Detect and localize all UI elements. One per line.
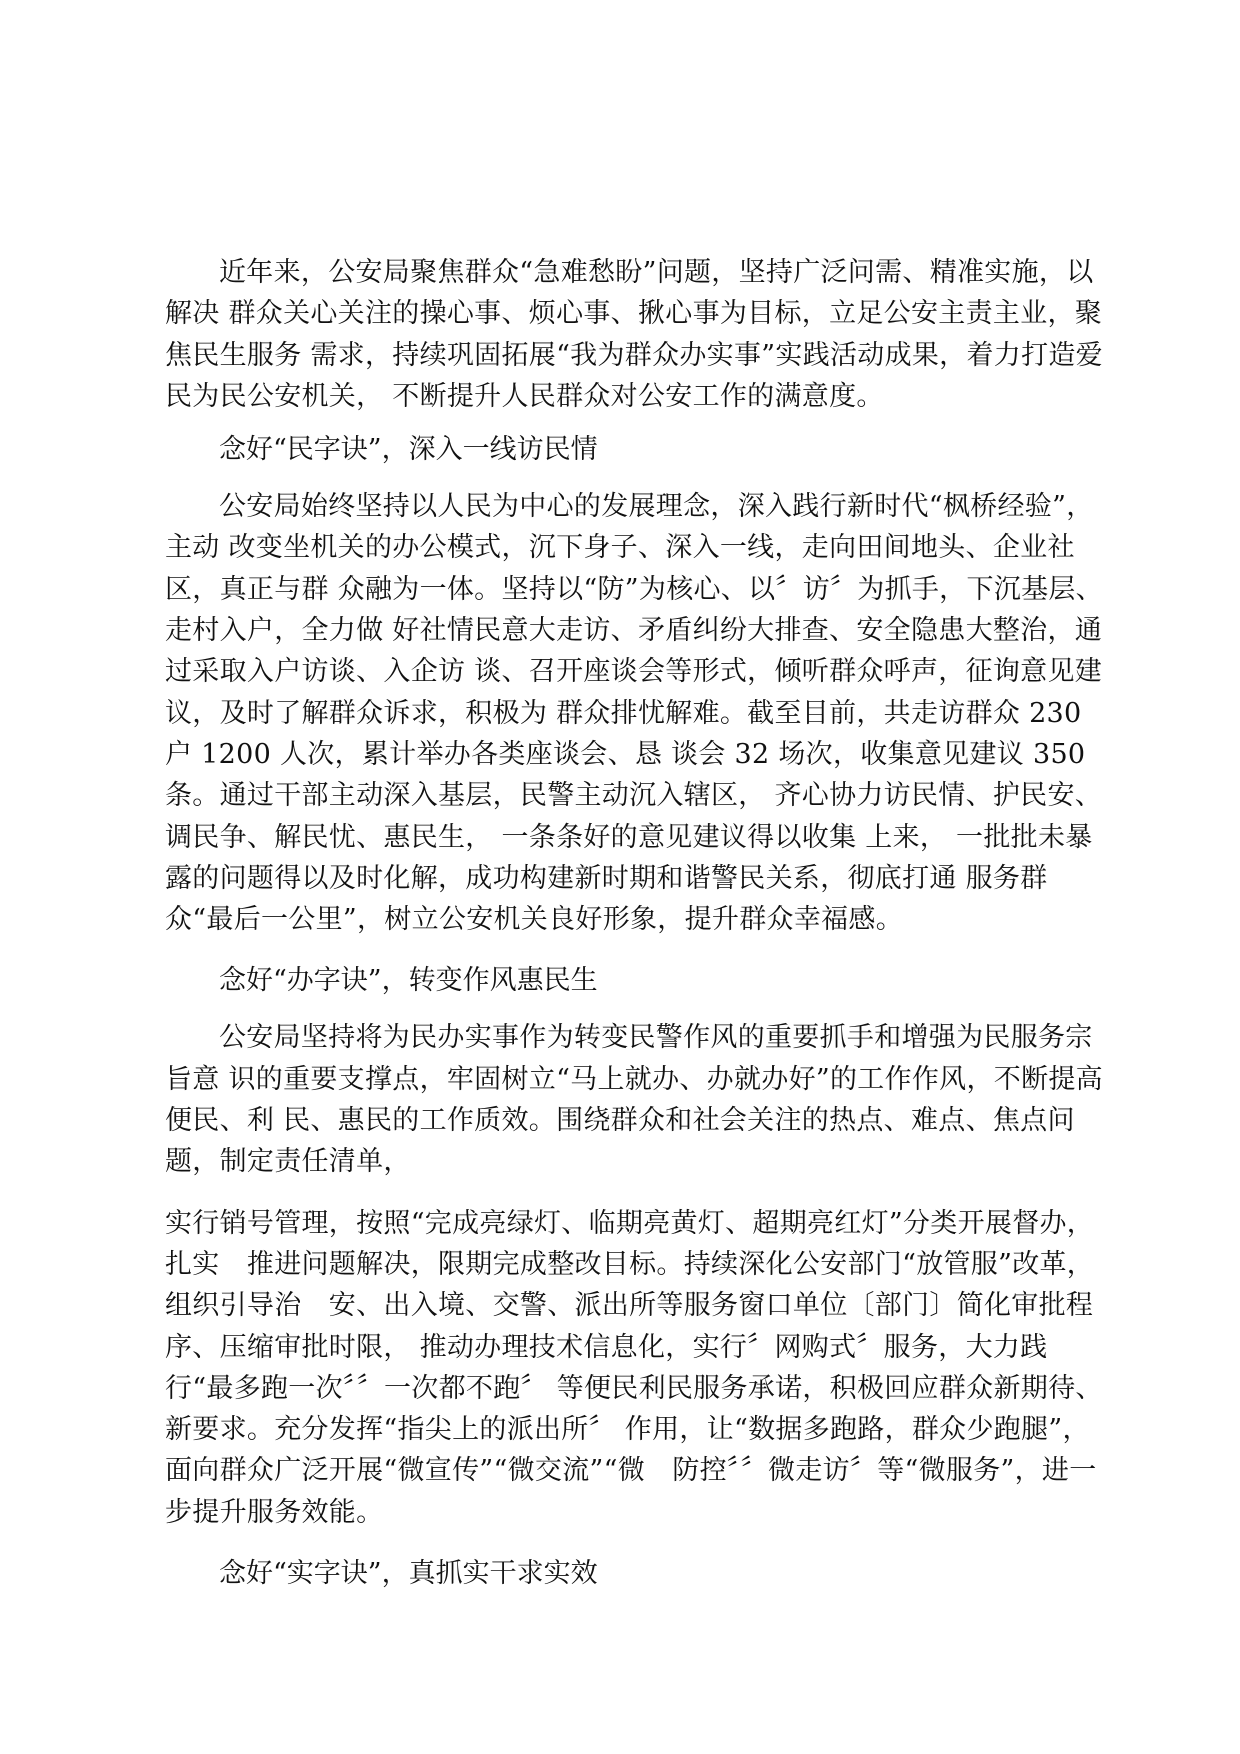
section-heading-1: 念好“民字诀”，深入一线访民情 [219,434,598,466]
section-heading-2: 念好“办字诀”，转变作风惠民生 [219,965,598,997]
intro-paragraph: 近年来，公安局聚焦群众“急难愁盼”问题，坚持广泛问需、精准实施，以解决 群众关心关注的操心事、烦心事、揪心事为目标，立足公安主责主业，聚焦民生服务 需求，持续巩固拓展“我为群众办实事”实践活动成果，着力打造爱民为民公安机关， 不断提升人民群众对公安工作的满意度。 [165,257,1103,412]
section-2-paragraph: 公安局坚持将为民办实事作为转变民警作风的重要抓手和增强为民服务宗旨意 识的重要支撑点，牢固树立“马上就办、办就办好”的工作作风，不断提高便民、利 民、惠民的工作质效。围绕群众和社会关注的热点、难点、焦点问题，制定责任清单， [165,1022,1103,1178]
document-body [165,252,1110,1610]
section-heading-3: 念好“实字诀”，真抓实干求实效 [219,1558,598,1590]
section-1-paragraph: 公安局始终坚持以人民为中心的发展理念，深入践行新时代“枫桥经验”，主动 改变坐机关的办公模式，沉下身子、深入一线，走向田间地头、企业社区，真正与群 众融为一体。坚持以“防”为核心、以〞访〞为抓手，下沉基层、走村入户，全力做 好社情民意大走访、矛盾纠纷大排查、安全隐患大整治，通过采取入户访谈、入企访 谈、召开座谈会等形式，倾听群众呼声，征询意见建议，及时了解群众诉求，积极为 群众排忧解难。截至目前，共走访群众 230 户 1200 人次，累计举办各类座谈会、恳 谈会 32 场次，收集意见建议 350 条。通过干部主动深入基层，民警主动沉入辖区， 齐心协力访民情、护民安、调民争、解民忧、惠民生， 一条条好的意见建议得以收集 上来， 一批批未暴露的问题得以及时化解，成功构建新时期和谐警民关系，彻底打通 服务群众“最后一公里”，树立公安机关良好形象，提升群众幸福感。 [165,491,1103,936]
section-2-continuation-paragraph: 实行销号管理，按照“完成亮绿灯、临期亮黄灯、超期亮红灯”分类开展督办，扎实 推进问题解决，限期完成整改目标。持续深化公安部门“放管服”改革，组织引导治 安、出入境、交警、派出所等服务窗口单位〔部门〕简化审批程序、压缩审批时限， 推动办理技术信息化，实行〞网购式〞服务，大力践行“最多跑一次〞〞一次都不跑〞 等便民利民服务承诺，积极回应群众新期待、新要求。充分发挥“指尖上的派出所〞 作用，让“数据多跑路，群众少跑腿”，面向群众广泛开展“微宣传”“微交流”“微 防控〞〞微走访〞等“微服务”，进一步提升服务效能。 [165,1207,1103,1528]
